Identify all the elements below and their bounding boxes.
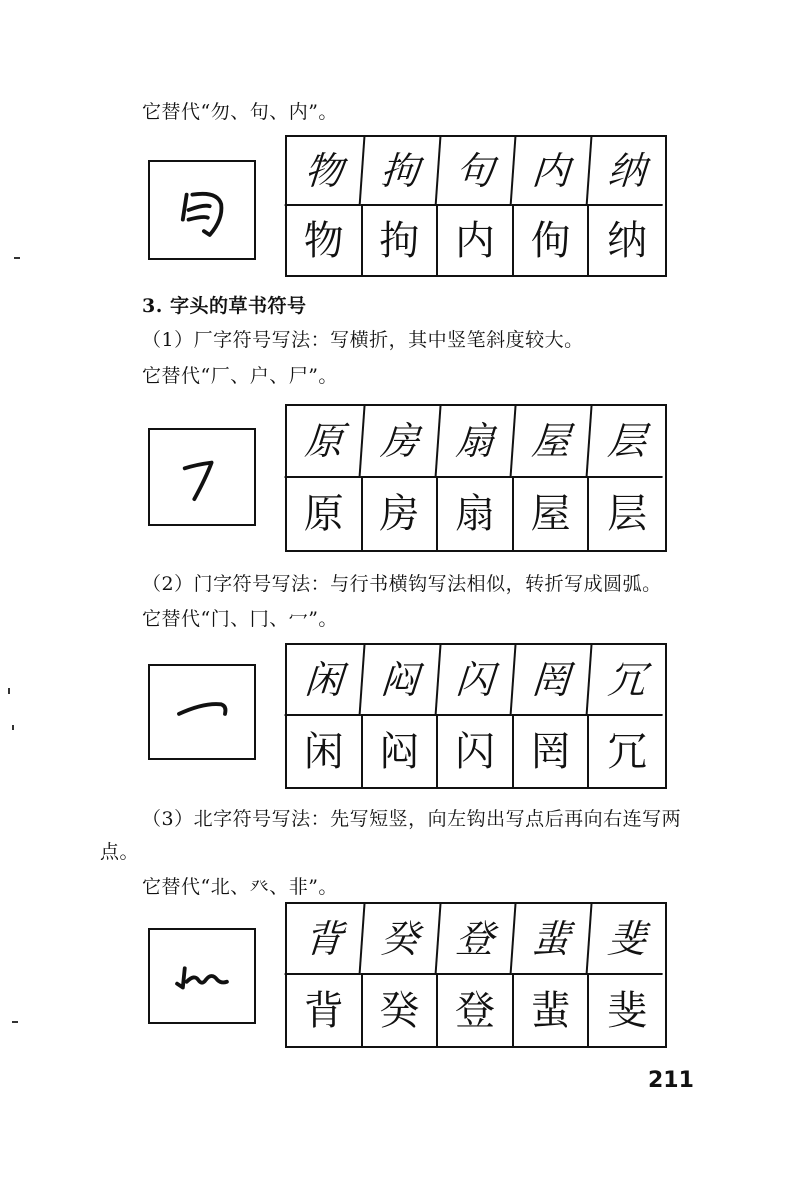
regular-example-cell: 纳 [607, 217, 648, 264]
bei-radical-cursive-symbol-icon [148, 928, 256, 1024]
cursive-example-cell: 物 [285, 137, 365, 206]
cursive-example-cell: 原 [284, 406, 365, 478]
example-table-men [285, 643, 667, 789]
margin-mark [12, 725, 14, 730]
margin-mark [14, 257, 20, 259]
chang-radical-cursive-symbol-icon [148, 428, 256, 526]
men-radical-cursive-symbol-icon [148, 664, 256, 760]
cursive-example-cell: 蜚 [511, 904, 592, 975]
example-table-chang [285, 404, 667, 552]
cursive-example-cell: 罔 [511, 645, 592, 716]
section-2-instruction: （2）门字符号写法：与行书横钩写法相似，转折写成圆弧。 [142, 573, 662, 595]
section-1-instruction: （1）厂字符号写法：写横折，其中竖笔斜度较大。 [142, 329, 584, 351]
cursive-example-cell: 纳 [587, 137, 667, 206]
cursive-example-cell: 句 [436, 137, 516, 206]
margin-mark [8, 688, 10, 694]
intro-line: 它替代“勿、句、内”。 [142, 101, 338, 123]
regular-example-cell: 闲 [287, 716, 363, 787]
margin-mark [12, 1021, 18, 1023]
cursive-example-cell: 登 [436, 904, 517, 975]
regular-example-cell: 原 [287, 478, 363, 550]
example-table-wu [285, 135, 667, 277]
regular-example-cell: 蜚 [514, 975, 590, 1046]
regular-example-cell: 罔 [514, 716, 590, 787]
cursive-example-cell: 屋 [511, 406, 592, 478]
example-table-bei [285, 902, 667, 1048]
regular-example-cell: 背 [287, 975, 363, 1046]
cursive-example-cell: 拘 [360, 137, 440, 206]
page-number: 211 [648, 1068, 694, 1093]
cursive-example-cell: 闷 [360, 645, 441, 716]
cursive-example-cell: 闪 [436, 645, 517, 716]
regular-example-cell: 登 [438, 975, 514, 1046]
cursive-example-cell: 斐 [587, 904, 668, 975]
cursive-example-cell: 冗 [587, 645, 668, 716]
regular-example-cell: 物 [287, 206, 363, 275]
cursive-example-cell: 扇 [436, 406, 517, 478]
section-3-instruction-line-1: （3）北字符号写法：先写短竖，向左钩出写点后再向右连写两 [142, 808, 682, 830]
regular-example-cell: 斐 [607, 987, 648, 1034]
regular-example-cell: 闪 [438, 716, 514, 787]
regular-example-cell: 扇 [438, 478, 514, 550]
section-3-instruction-line-2: 点。 [100, 841, 140, 863]
regular-example-cell: 佝 [514, 206, 590, 275]
section-heading: 3. 字头的草书符号 [142, 295, 307, 317]
cursive-example-cell: 层 [587, 406, 668, 478]
regular-example-cell: 闷 [363, 716, 439, 787]
section-3-replaces: 它替代“北、癶、非”。 [142, 876, 338, 898]
regular-example-cell: 冗 [607, 728, 648, 775]
cursive-example-cell: 闲 [285, 645, 366, 716]
section-1-replaces: 它替代“厂、户、尸”。 [142, 365, 338, 387]
cursive-example-cell: 癸 [360, 904, 441, 975]
regular-example-cell: 癸 [363, 975, 439, 1046]
cursive-example-cell: 房 [360, 406, 441, 478]
cursive-example-cell: 背 [285, 904, 366, 975]
regular-example-cell: 拘 [363, 206, 439, 275]
regular-example-cell: 屋 [514, 478, 590, 550]
section-2-replaces: 它替代“门、冂、冖”。 [142, 608, 338, 630]
wu-component-cursive-symbol-icon [148, 160, 256, 260]
cursive-example-cell: 内 [511, 137, 591, 206]
regular-example-cell: 层 [607, 491, 648, 537]
regular-example-cell: 房 [363, 478, 439, 550]
regular-example-cell: 内 [438, 206, 514, 275]
